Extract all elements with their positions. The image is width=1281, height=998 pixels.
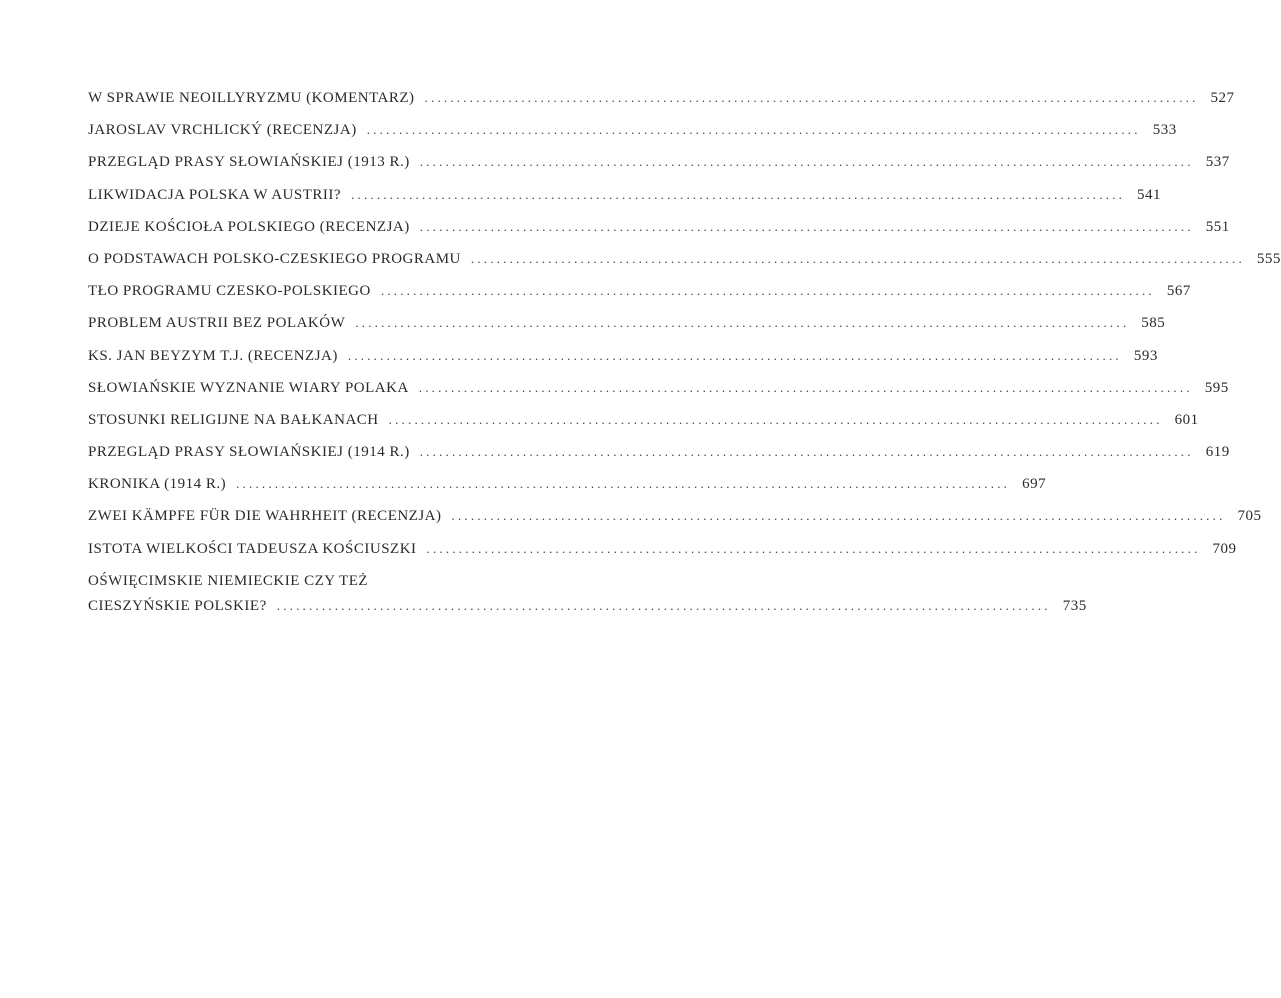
toc-entry [88,122,1177,154]
toc-entry-page: 595 [1204,379,1229,396]
toc-entry-page: 601 [1174,411,1199,428]
toc-entry [88,90,1235,122]
toc-entry [88,347,1158,380]
toc-entry-title: W SPRAWIE NEOILLYRYZMU (KOMENTARZ) [88,90,415,106]
dot-leader: ........................................................................................................................ [355,315,1130,331]
dot-leader: ........................................................................................................................ [347,347,1122,363]
toc-entry-title: DZIEJE KOŚCIOŁA POLSKIEGO (RECENZJA) [88,218,410,235]
toc-entry-title: TŁO PROGRAMU CZESKO-POLSKIEGO [88,283,371,300]
toc-entry [88,540,1237,573]
toc-entry-title: PRZEGLĄD PRASY SŁOWIAŃSKIEJ (1914 R.) [88,444,410,461]
dot-leader: ........................................................................................................................ [351,186,1126,202]
toc-entry [88,444,1230,476]
toc-entry-title: ZWEI KÄMPFE FÜR DIE WAHRHEIT (RECENZJA) [88,508,442,525]
toc-entry-title: OŚWIĘCIMSKIE NIEMIECKIE CZY TEŻ [88,572,369,589]
dot-leader: ........................................................................................................................ [419,218,1194,234]
toc-entry-title: STOSUNKI RELIGIJNE NA BAŁKANACH [88,411,379,428]
toc-entry [88,476,1047,508]
toc-entry [88,186,1162,219]
dot-leader: ........................................................................................................................ [366,122,1141,138]
toc-entry-title: KRONIKA (1914 R.) [88,476,227,493]
toc-entry-page: 709 [1212,540,1237,557]
dot-leader: ........................................................................................................................ [470,250,1245,266]
toc-entry-title: JAROSLAV VRCHLICKÝ (RECENZJA) [88,122,357,139]
dot-leader: ........................................................................................................................ [388,411,1163,427]
toc-entry-title: ISTOTA WIELKOŚCI TADEUSZA KOŚCIUSZKI [88,540,417,557]
toc-entry-first-line [88,573,596,598]
toc-entry-page: 527 [1210,90,1235,106]
toc-entry [88,218,1230,251]
dot-leader: ........................................................................................................................ [424,90,1199,105]
toc-entry-title: PRZEGLĄD PRASY SŁOWIAŃSKIEJ (1913 R.) [88,154,410,171]
toc-entry-page: 533 [1152,122,1177,139]
toc-entry-page: 567 [1166,283,1191,300]
toc-entry-page: 585 [1141,315,1166,332]
toc-entry-title: SŁOWIAŃSKIE WYZNANIE WIARY POLAKA [88,379,409,396]
toc-entry-page: 697 [1022,476,1047,493]
toc-entry [88,411,1199,444]
dot-leader: ........................................................................................................................ [419,444,1194,460]
dot-leader: ........................................................................................................................ [451,508,1226,524]
toc-entry-page: 593 [1133,347,1158,364]
toc-entry-page: 735 [1062,597,1087,614]
dot-leader: ........................................................................................................................ [426,540,1201,556]
toc-entry [88,250,1281,283]
toc-entry-page: 537 [1205,154,1230,171]
toc-entry-title: O PODSTAWACH POLSKO-CZESKIEGO PROGRAMU [88,250,461,267]
dot-leader: ........................................................................................................................ [236,476,1011,492]
toc-entry-title: KS. JAN BEYZYM T.J. (RECENZJA) [88,347,338,364]
toc-entry-page: 619 [1205,444,1230,461]
toc-entry [88,315,1166,347]
toc-entry [88,154,1230,186]
toc-entry-page: 705 [1237,508,1262,525]
toc-entry [88,508,1262,540]
toc-entry-page: 551 [1205,218,1230,235]
table-of-contents [88,90,1281,623]
toc-entry [88,283,1191,315]
toc-entry-page: 541 [1137,186,1162,203]
toc-entry-second-line [88,597,1087,623]
toc-entry-page: 555 [1256,250,1281,267]
toc-entry-title: PROBLEM AUSTRII BEZ POLAKÓW [88,315,346,332]
dot-leader: ........................................................................................................................ [380,283,1155,299]
toc-entry [88,379,1229,412]
dot-leader: ........................................................................................................................ [418,379,1193,395]
toc-entry-title-continued: CIESZYŃSKIE POLSKIE? [88,597,267,614]
dot-leader: ........................................................................................................................ [276,597,1051,613]
dot-leader: ........................................................................................................................ [419,154,1194,170]
toc-entry-title: LIKWIDACJA POLSKA W AUSTRII? [88,186,342,203]
toc-entry [88,572,1087,623]
